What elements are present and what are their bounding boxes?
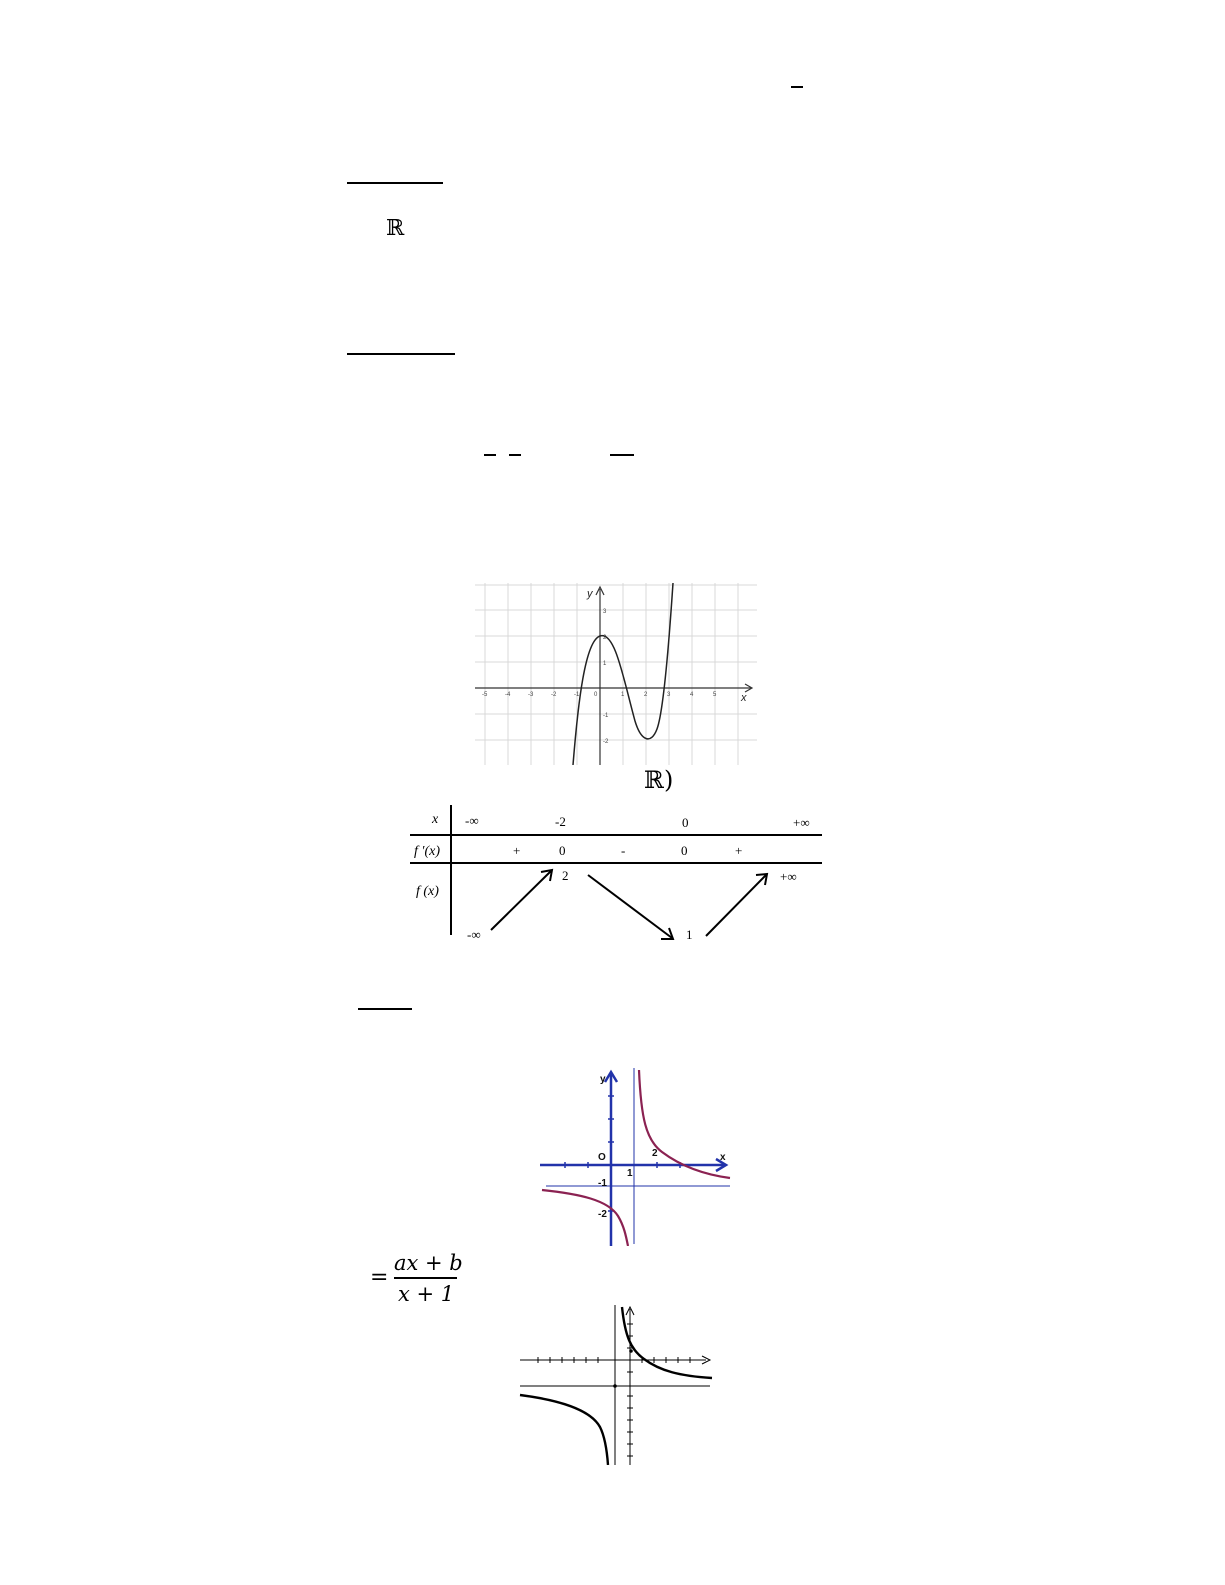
section-heading-underline-1 (347, 182, 443, 184)
formula (368, 1250, 468, 1306)
x-tick-label: -3 (528, 692, 534, 698)
labels (598, 1074, 726, 1220)
derivative-signs (513, 843, 742, 858)
y-tick-label: -2 (603, 739, 609, 745)
y-tick-label: 1 (603, 661, 607, 667)
x-value: -2 (555, 814, 566, 829)
equals-sign: = (370, 1265, 389, 1290)
variation-arrows (491, 870, 767, 939)
x-tick-label: -4 (505, 692, 511, 698)
axes (540, 1072, 726, 1246)
x-tick-label: 4 (690, 692, 694, 698)
y-axis-label: y (587, 588, 593, 600)
asymptotes (546, 1068, 730, 1244)
x-axis-label: x (720, 1152, 726, 1163)
fraction-bar-2 (509, 454, 521, 456)
x-values (465, 813, 810, 830)
point-on-curve (629, 1349, 633, 1353)
sign: 0 (559, 843, 566, 858)
y-tick-label: 2 (603, 635, 607, 641)
f-max: 2 (562, 868, 569, 883)
row-label-derivative: f ′(x) (414, 844, 440, 859)
sign: 0 (681, 843, 688, 858)
fraction-bar (394, 1277, 457, 1279)
fraction-bar-1 (484, 454, 496, 456)
hyperbola-graph-bw (518, 1305, 714, 1465)
row-label-x: x (432, 812, 439, 827)
reals-symbol: ℝ (386, 216, 405, 241)
row-labels (414, 812, 440, 899)
x-tick-label: 0 (594, 692, 598, 698)
cubic-graph (475, 583, 757, 765)
hyperbola-graph-color (540, 1068, 732, 1246)
x-value: -∞ (465, 813, 479, 828)
ticks (538, 1324, 690, 1456)
x-tick-label: -5 (482, 692, 488, 698)
axes (475, 587, 752, 765)
x-value: +∞ (793, 815, 810, 830)
x-tick-label: -2 (551, 692, 557, 698)
y-tick-label: -1 (603, 713, 609, 719)
sign: + (735, 843, 743, 858)
sign: - (621, 843, 626, 858)
x-axis-label: x (741, 692, 747, 704)
y-axis-label: y (600, 1074, 606, 1085)
sign: + (513, 843, 521, 858)
origin-label: O (598, 1152, 606, 1163)
label-one: 1 (627, 1168, 633, 1179)
label-two: 2 (652, 1148, 658, 1159)
denominator: x + 1 (398, 1282, 455, 1306)
y-tick-label: 3 (603, 609, 607, 615)
f-min: 1 (686, 927, 693, 942)
point-intercept (613, 1384, 617, 1388)
label-minus-two: -2 (598, 1209, 607, 1220)
section-heading-underline-2 (347, 353, 455, 355)
x-tick-label: -1 (574, 692, 580, 698)
row-label-function: f (x) (416, 884, 439, 899)
variation-table (410, 805, 824, 945)
x-tick-label: 2 (644, 692, 648, 698)
numerator: ax + b (394, 1251, 463, 1275)
x-tick-label: 3 (667, 692, 671, 698)
x-value: 0 (682, 815, 689, 830)
x-tick-label: 5 (713, 692, 717, 698)
f-start: -∞ (467, 927, 481, 942)
y-tick-labels (603, 609, 609, 745)
curve (542, 1070, 730, 1246)
overline-mark-top (791, 86, 803, 88)
section-heading-underline-3 (358, 1008, 412, 1010)
label-minus-one: -1 (598, 1178, 607, 1189)
grid (475, 583, 757, 765)
reals-caption: ℝ) (644, 766, 674, 794)
f-end: +∞ (780, 869, 797, 884)
x-tick-label: 1 (621, 692, 625, 698)
fraction-bar-3 (610, 454, 634, 456)
